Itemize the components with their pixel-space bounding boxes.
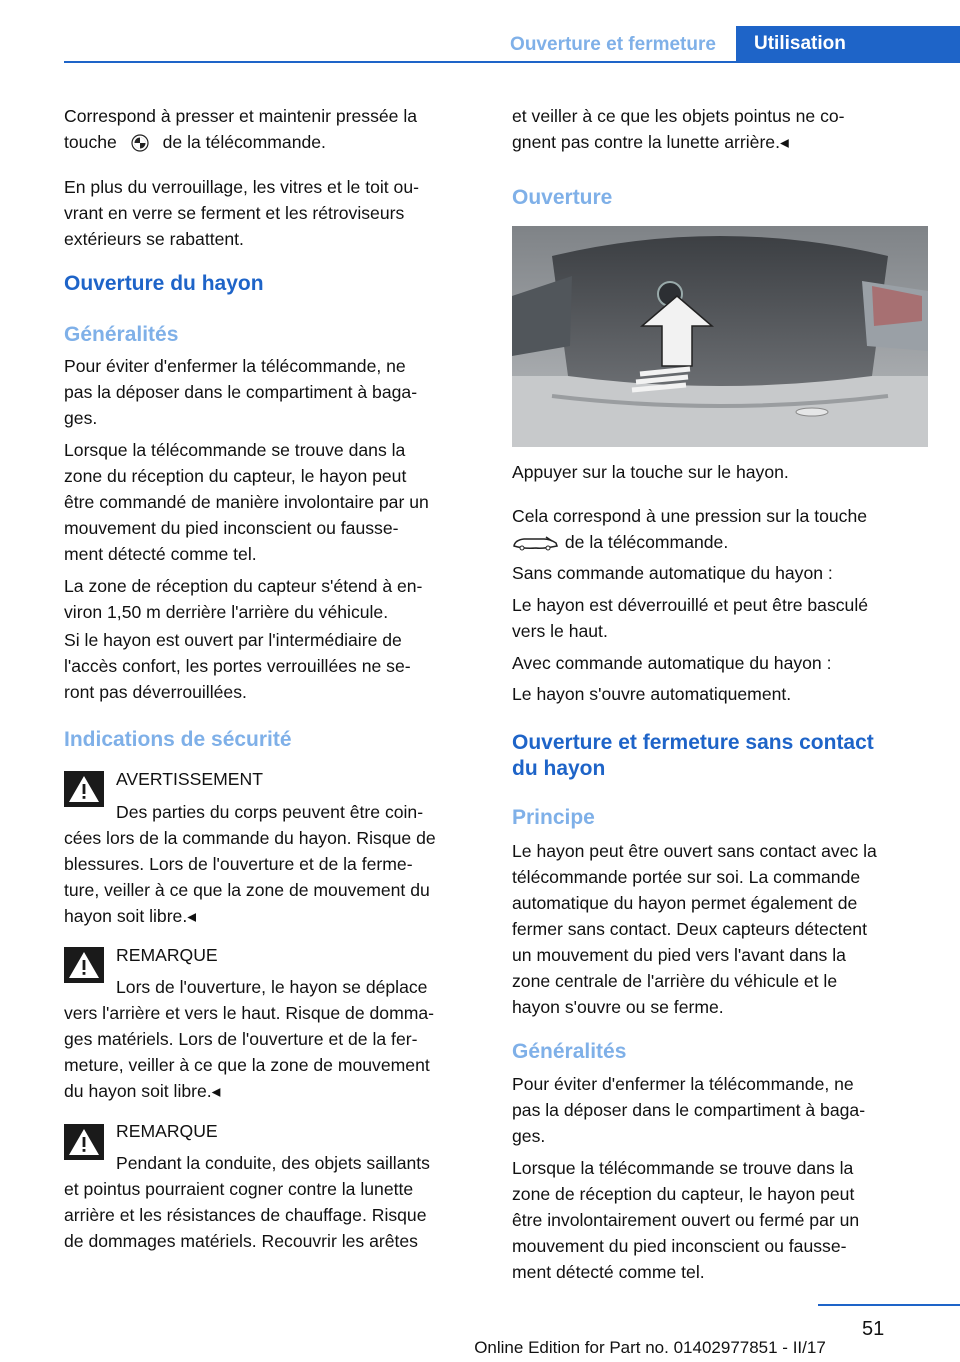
heading-principe: Principe: [512, 806, 595, 829]
footer-rule: [818, 1304, 960, 1306]
right-p2: Appuyer sur la touche sur le hayon.: [512, 462, 789, 482]
left-p3: Pour éviter d'enfermer la télécommande, ne pas la déposer dans le compartiment à baga- ges.: [64, 356, 418, 428]
warning3-title: REMARQUE: [116, 1121, 218, 1141]
right-p3: Cela correspond à une pression sur la touche de la télécommande.: [512, 506, 868, 552]
right-p6: Avec commande automatique du hayon :: [512, 653, 832, 673]
warning3-text: Pendant la conduite, des objets saillants et pointus pourraient cogner contre la lunette arrière et les résistances de chauffage. Risque de dommages matériels. Recouvrir les arêtes: [64, 1153, 430, 1251]
footer-edition: Online Edition for Part no. 01402977851 - II/17: [474, 1338, 826, 1357]
left-p4: Lorsque la télécommande se trouve dans la zone du réception du capteur, le hayon peut être commandé de manière involontaire par un mouvement du pied inconscient ou fausse- ment détecté comme tel.: [64, 440, 429, 564]
warning1-text: Des parties du corps peuvent être coin- cées lors de la commande du hayon. Risque de blessures. Lors de l'ouverture et de la ferme- ture, veiller à ce que la zone de mouvement du hayon soit libre.◂: [64, 802, 436, 926]
right-p4: Sans commande automatique du hayon :: [512, 563, 833, 583]
heading-generalites-left: Généralités: [64, 323, 179, 346]
left-p1-post: de la télécommande.: [162, 132, 326, 152]
remote-lock-button-icon: [122, 133, 158, 153]
right-p8: Le hayon peut être ouvert sans contact avec la télécommande portée sur soi. La commande automatique du hayon permet également de fermer sans contact. Deux capteurs détectent un mouvement du pied vers l'avant dans la zone centrale de l'arrière du véhicule et le hayon s'ouvre ou se ferme.: [512, 841, 877, 1017]
left-p1: [64, 103, 417, 155]
header-chapter-tab: Utilisation: [736, 26, 960, 63]
right-p9: Pour éviter d'enfermer la télécommande, ne pas la déposer dans le compartiment à baga- ges.: [512, 1074, 866, 1146]
right-p7: Le hayon s'ouvre automatiquement.: [512, 684, 792, 704]
header-section-title: Ouverture et fermeture: [510, 34, 716, 55]
heading-sans-contact: Ouverture et fermeture sans contact du hayon: [512, 731, 874, 780]
warning1-title: AVERTISSEMENT: [116, 769, 263, 789]
left-p1-touche: touche: [64, 132, 117, 152]
right-p10: Lorsque la télécommande se trouve dans la zone de réception du capteur, le hayon peut être involontairement ouvert ou fermé par un mouvement du pied inconscient ou fausse- ment détecté comme tel.: [512, 1158, 860, 1282]
left-p5: La zone de réception du capteur s'étend à en- viron 1,50 m derrière l'arrière du véhicule.: [64, 576, 423, 622]
remote-tailgate-button-icon: [512, 533, 560, 553]
left-p6: Si le hayon est ouvert par l'intermédiaire de l'accès confort, les portes verrouillées ne se- ront pas déverrouillées.: [64, 630, 411, 702]
heading-ouverture: Ouverture: [512, 186, 613, 209]
page-number: 51: [862, 1318, 885, 1340]
tailgate-photo: [512, 226, 928, 447]
right-p1: et veiller à ce que les objets pointus ne co- gnent pas contre la lunette arrière.◂: [512, 106, 845, 152]
heading-securite: Indications de sécurité: [64, 728, 292, 751]
left-p2: En plus du verrouillage, les vitres et le toit ou- vrant en verre se ferment et les rétroviseurs extérieurs se rabattent.: [64, 177, 419, 249]
heading-generalites-right: Généralités: [512, 1040, 627, 1063]
heading-ouverture-hayon: Ouverture du hayon: [64, 272, 264, 295]
warning2-text: Lors de l'ouverture, le hayon se déplace vers l'arrière et vers le haut. Risque de domma- ges matériels. Lors de l'ouverture et de la fer- meture, veiller à ce que la zone de mouvement du hayon soit libre.◂: [64, 977, 435, 1101]
warning2-title: REMARQUE: [116, 945, 218, 965]
header-rule: [64, 61, 960, 63]
right-p5: Le hayon est déverrouillé et peut être basculé vers le haut.: [512, 595, 869, 641]
left-p1-line1: Correspond à presser et maintenir pressée la: [64, 106, 418, 126]
